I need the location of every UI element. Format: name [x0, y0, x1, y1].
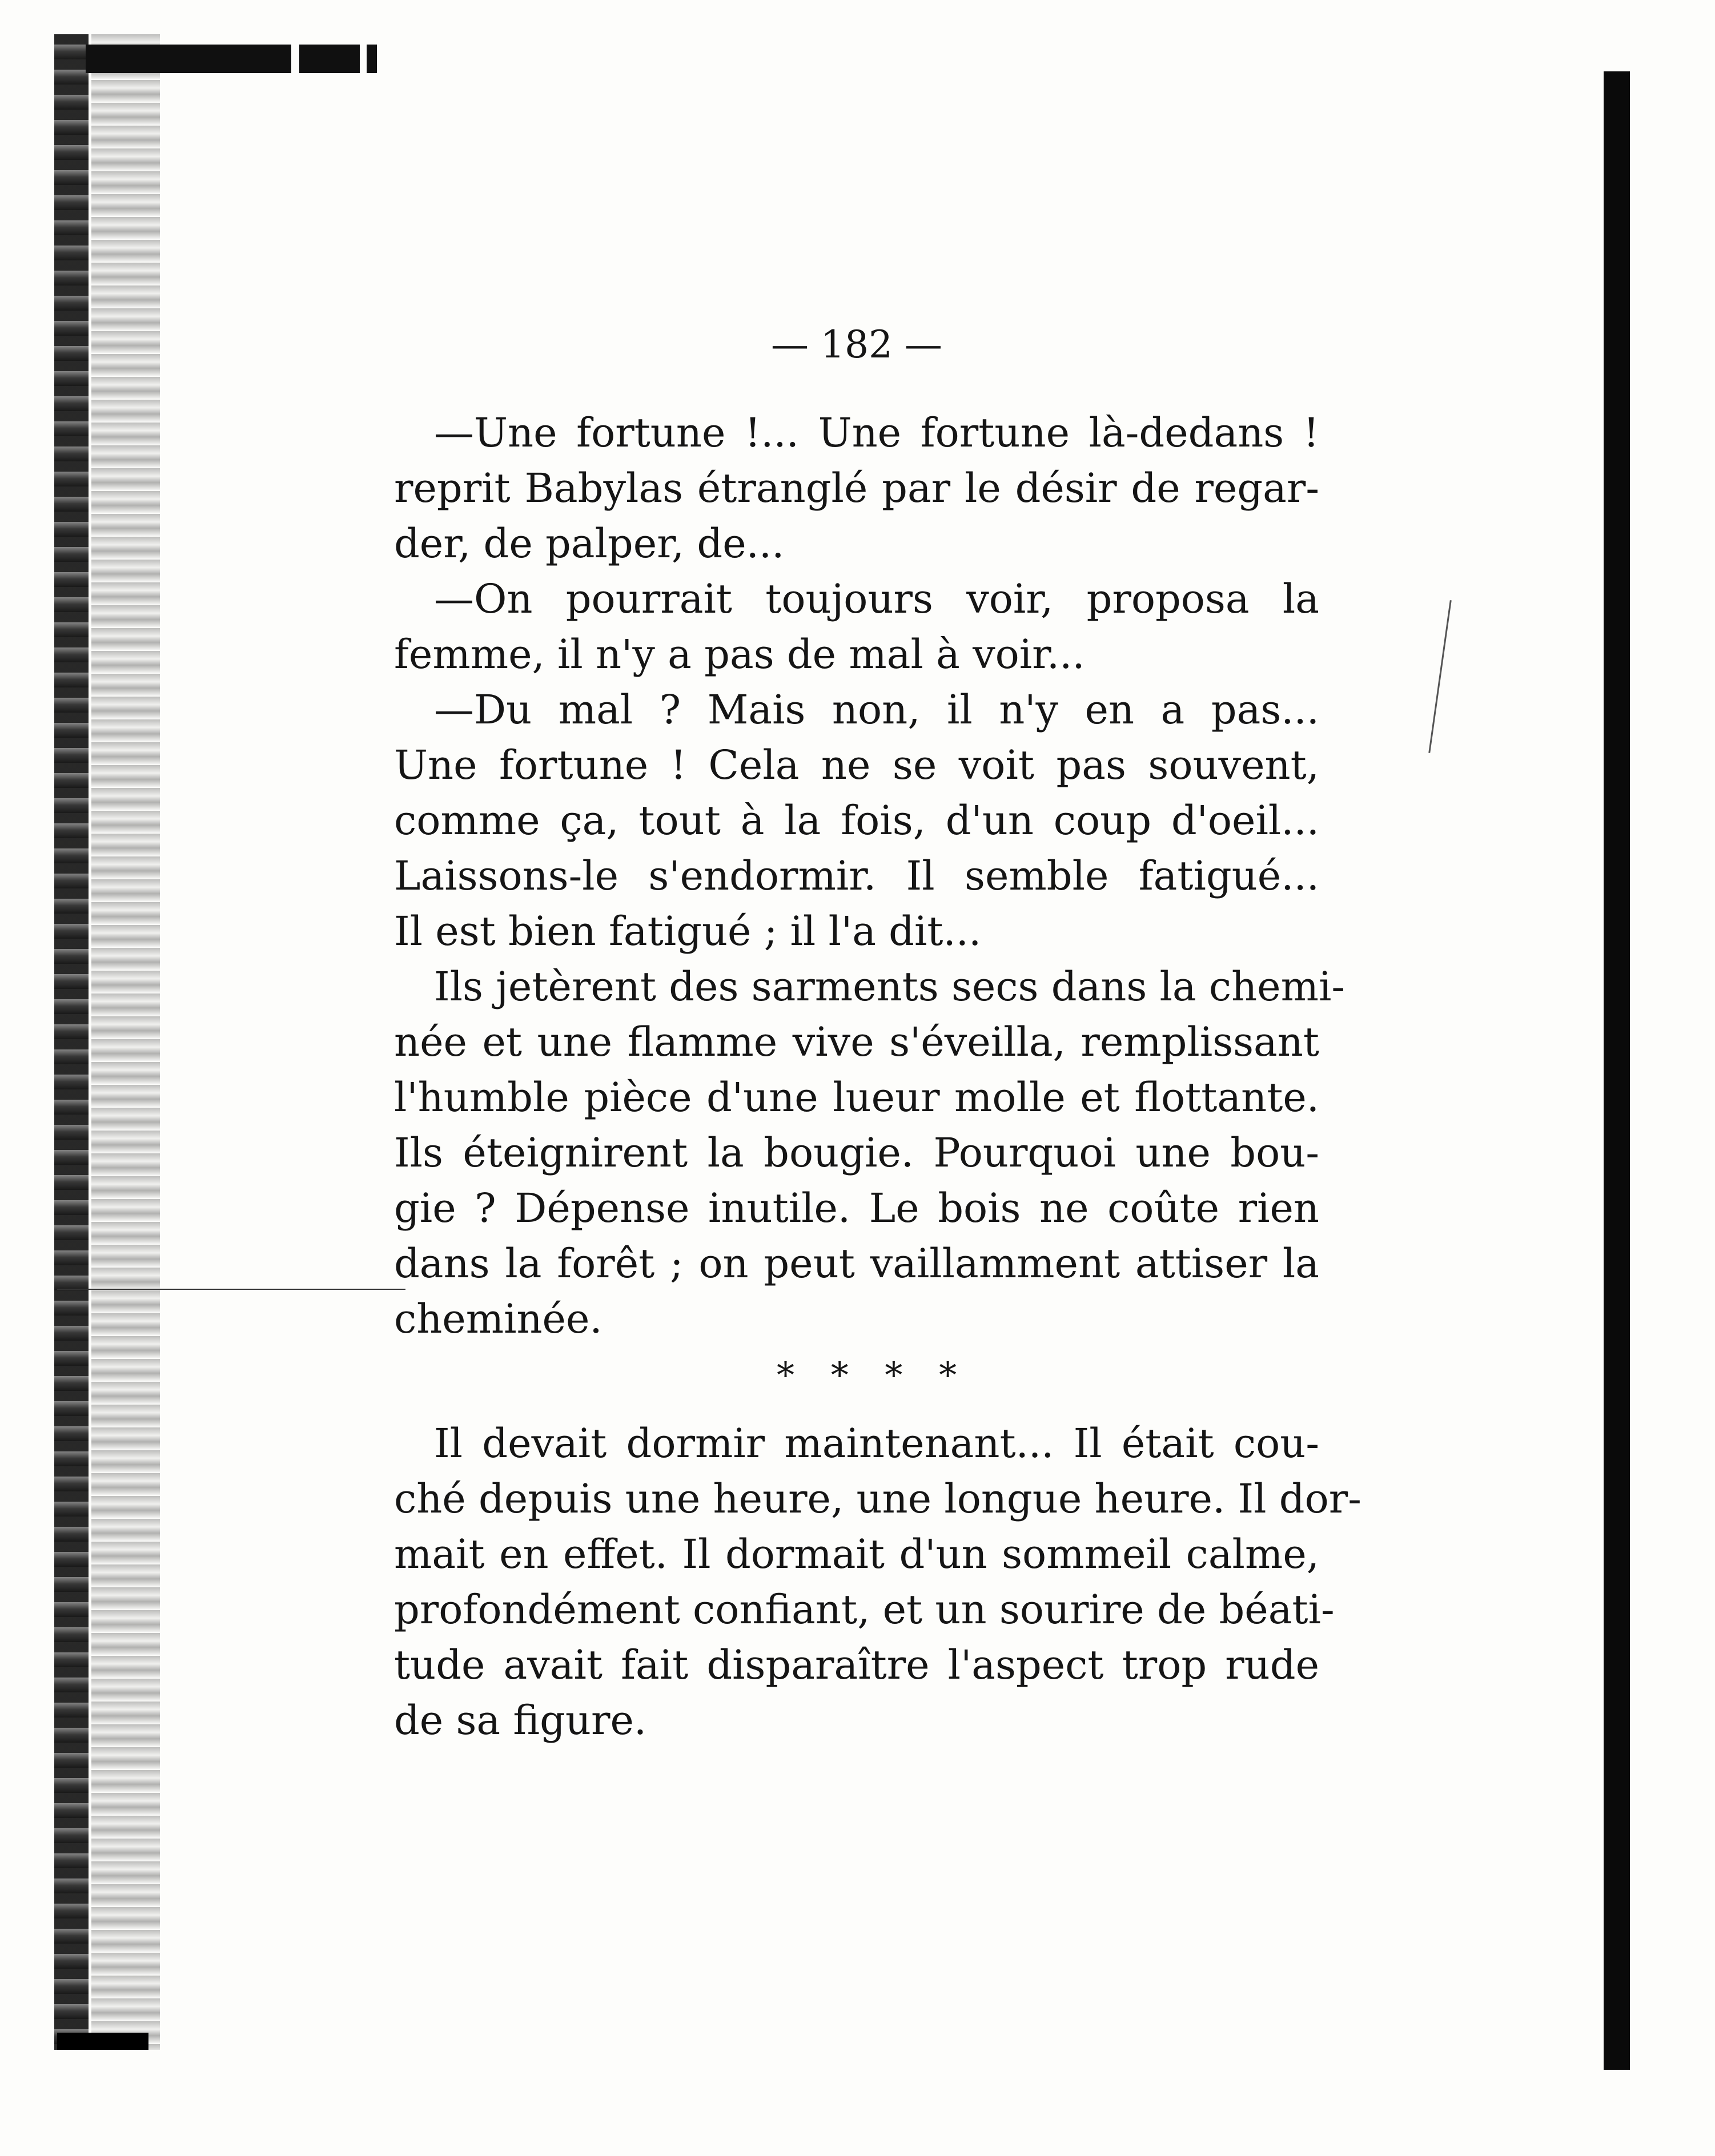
- text-line: Ils éteignirent la bougie. Pourquoi une bou-: [394, 1129, 1319, 1176]
- text-line: reprit Babylas étranglé par le désir de regar-: [394, 465, 1319, 512]
- text-line: Laissons-le s'endormir. Il semble fatigué...: [394, 852, 1319, 899]
- text-line: der, de palper, de...: [394, 520, 785, 567]
- text-line: tude avait fait disparaître l'aspect trop rude: [394, 1642, 1319, 1688]
- top-scan-bar-gap: [360, 45, 367, 73]
- binding-edge-shadow: [54, 34, 89, 2050]
- text-line: —Une fortune !... Une fortune là-dedans !: [434, 409, 1319, 456]
- text-line: Il devait dormir maintenant... Il était cou-: [434, 1420, 1319, 1467]
- text-line: femme, il n'y a pas de mal à voir...: [394, 631, 1085, 678]
- right-edge-shadow: [1604, 71, 1630, 2070]
- page-number: — 182 —: [771, 323, 942, 367]
- text-line: cheminée.: [394, 1296, 603, 1342]
- binding-edge-noise: [91, 34, 160, 2050]
- scan-stray-line: [57, 1289, 405, 1290]
- scan-stray-line: [1428, 600, 1452, 753]
- bottom-scan-mark: [57, 2033, 148, 2050]
- text-line: ché depuis une heure, une longue heure. Il dor-: [394, 1475, 1361, 1522]
- top-scan-bar-gap: [291, 45, 299, 73]
- text-line: Il est bien fatigué ; il l'a dit...: [394, 908, 982, 955]
- text-line: née et une flamme vive s'éveilla, remplissant: [394, 1019, 1319, 1065]
- text-line: de sa figure.: [394, 1697, 647, 1744]
- paragraph-block: [394, 405, 1345, 1347]
- text-line: mait en effet. Il dormait d'un sommeil calme,: [394, 1531, 1319, 1578]
- text-line: —Du mal ? Mais non, il n'y en a pas...: [434, 686, 1319, 733]
- top-scan-bar: [86, 45, 377, 73]
- text-line: profondément confiant, et un sourire de béati-: [394, 1586, 1335, 1633]
- text-line: Une fortune ! Cela ne se voit pas souvent,: [394, 742, 1319, 789]
- text-line: comme ça, tout à la fois, d'un coup d'oeil...: [394, 797, 1319, 844]
- section-separator: * * * *: [777, 1354, 970, 1396]
- text-line: —On pourrait toujours voir, proposa la: [434, 576, 1319, 622]
- paragraph-block: [394, 1416, 1361, 1748]
- text-line: Ils jetèrent des sarments secs dans la chemi-: [434, 963, 1345, 1010]
- text-line: l'humble pièce d'une lueur molle et flottante.: [394, 1074, 1319, 1121]
- text-line: dans la forêt ; on peut vaillamment attiser la: [394, 1240, 1319, 1287]
- text-line: gie ? Dépense inutile. Le bois ne coûte rien: [394, 1185, 1319, 1232]
